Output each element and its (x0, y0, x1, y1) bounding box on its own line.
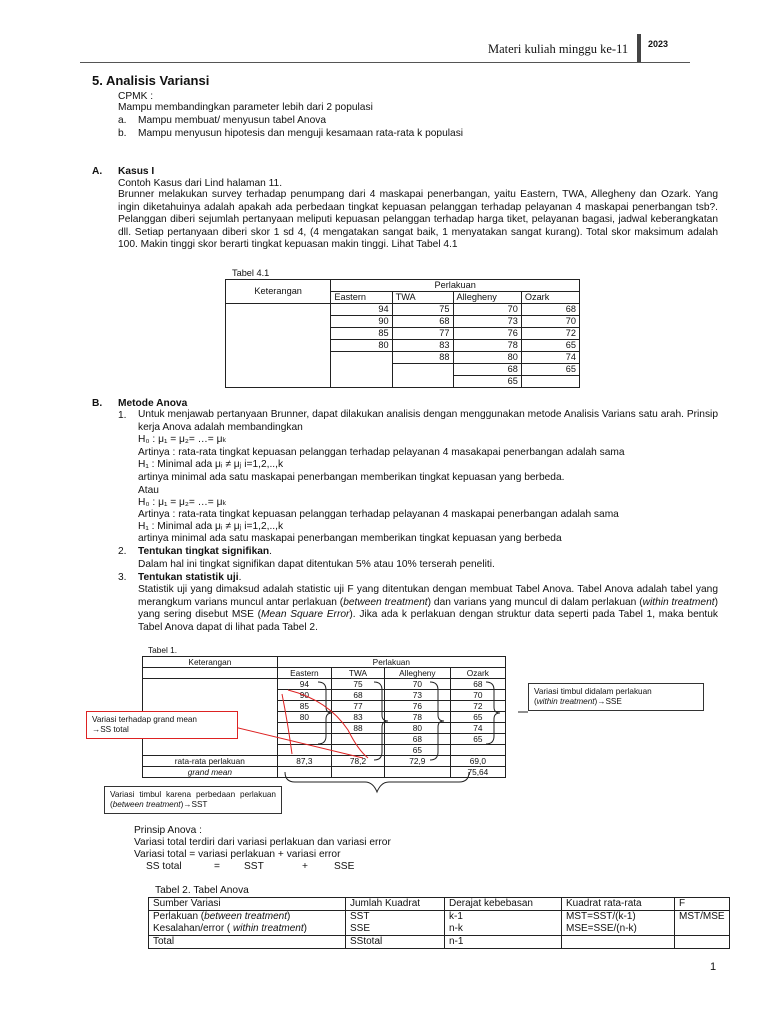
table-cell: 65 (450, 734, 505, 745)
table-cell: 90 (331, 316, 392, 328)
table-cell: 80 (384, 723, 450, 734)
table2-caption: Tabel 2. Tabel Anova (155, 885, 249, 896)
red-line-2 (230, 726, 363, 758)
table1-mean-label: rata-rata perlakuan (143, 756, 278, 767)
table-row (149, 923, 730, 936)
prinsip-plus: + (302, 861, 308, 872)
table-cell: 69,0 (450, 756, 505, 767)
prinsip-sse: SSE (334, 861, 355, 872)
red-line-1 (282, 694, 292, 754)
table-2-anova (148, 897, 730, 949)
table-cell: 70 (384, 679, 450, 690)
table-cell: 70 (521, 316, 579, 328)
table-cell: MST/MSE (675, 911, 730, 924)
table-cell: 87,3 (277, 756, 331, 767)
table-cell: 68 (332, 690, 385, 701)
table-cell: 76 (453, 328, 521, 340)
table1-grand-label: grand mean (143, 767, 278, 778)
header-title: Materi kuliah minggu ke-11 (488, 42, 629, 56)
h1-b-text: artinya minimal ada satu maskapai penerbangan memberikan tingkat kepuasan yang berbeda (138, 533, 562, 544)
table41-col: TWA (392, 292, 453, 304)
section-title: 5. Analisis Variansi (92, 73, 210, 88)
table41-col: Ozark (521, 292, 579, 304)
step1-num: 1. (118, 410, 127, 421)
table2-header: Kuadrat rata-rata (562, 898, 675, 911)
table1-col: Eastern (277, 668, 331, 679)
table-cell: 70 (450, 690, 505, 701)
table-cell: MSE=SSE/(n-k) (562, 923, 675, 936)
cpmk-text: Mampu membandingkan parameter lebih dari 2 populasi (118, 102, 373, 113)
table-cell: 72 (521, 328, 579, 340)
step2-title: Tentukan tingkat signifikan (138, 546, 270, 557)
artinya-b: Artinya : rata-rata tingkat kepuasan pelanggan terhadap pelayanan 4 maskapai penerbangan adalah sama (138, 509, 619, 520)
table1-col: Allegheny (384, 668, 450, 679)
table2-source-within: Kesalahan/error ( within treatment) (149, 923, 346, 936)
table-cell (675, 923, 730, 936)
h0-a: H₀ : μ₁ = μ₂= …= μₖ (138, 434, 227, 445)
table-cell: SST (346, 911, 445, 924)
page-number: 1 (710, 961, 717, 973)
prinsip-sst: SST (244, 861, 264, 872)
table1-keterangan: Keterangan (143, 657, 278, 668)
brace-allegheny-right (430, 682, 444, 760)
metode-marker: B. (92, 398, 103, 409)
table-cell: n-1 (445, 936, 562, 949)
table-cell: 75 (332, 679, 385, 690)
table-cell: 94 (277, 679, 331, 690)
cpmk-item-text: Mampu membuat/ menyusun tabel Anova (138, 115, 327, 126)
cpmk-item-text: Mampu menyusun hipotesis dan menguji kesamaan rata-rata k populasi (138, 128, 464, 139)
table-cell: 77 (332, 701, 385, 712)
table-cell: 73 (384, 690, 450, 701)
table-cell: 80 (453, 352, 521, 364)
table-row (149, 936, 730, 949)
table41-keterangan: Keterangan (226, 280, 331, 304)
table-cell: 78 (384, 712, 450, 723)
table-cell: SSE (346, 923, 445, 936)
table-cell: SStotal (346, 936, 445, 949)
table-cell: 68 (392, 316, 453, 328)
table-cell: 65 (521, 364, 579, 376)
brace-bottom (285, 772, 469, 792)
table1-col: TWA (332, 668, 385, 679)
table41-col: Eastern (331, 292, 392, 304)
step1-text: Untuk menjawab pertanyaan Brunner, dapat dilakukan analisis dengan menggunakan metode Analisis Varians satu arah. Prinsip kerja Anova adalah membandingkan (138, 409, 718, 433)
table-cell: MST=SST/(k-1) (562, 911, 675, 924)
table-cell: 85 (277, 701, 331, 712)
prinsip-line2: Variasi total = variasi perlakuan + variasi error (134, 849, 341, 860)
table-cell: 72 (450, 701, 505, 712)
table-cell: 65 (453, 376, 521, 388)
table2-header: F (675, 898, 730, 911)
note-between: Variasi timbul karena perbedaan perlakuan (between treatment)→SST (104, 786, 282, 814)
step2-num: 2. (118, 546, 127, 557)
table-cell: 68 (384, 734, 450, 745)
table2-total-label: Total (149, 936, 346, 949)
table1-caption: Tabel 1. (148, 645, 178, 655)
table-cell: 68 (521, 304, 579, 316)
step3-text: Statistik uji yang dimaksud adalah statistic uji F yang ditentukan dengan membuat Tabel Anova. Tabel Anova adalah tabel yang merangkum varians muncul antar perlakuan (between treatment) dan varians yang muncul di dalam perlakuan (within treatment) yang sering disebut MSE (Mean Square Error). Jika ada k perlakuan dengan struktur data seperti pada Tabel 1, maka bentuk Tabel Anova dapat di lihat pada Tabel 2. (138, 584, 718, 633)
step3-title-line: Tentukan statistik uji. (138, 572, 242, 583)
brace-ozark (486, 682, 500, 744)
table-cell: 72,9 (384, 756, 450, 767)
table-cell: 68 (453, 364, 521, 376)
kasus-marker: A. (92, 166, 103, 177)
table41-col: Allegheny (453, 292, 521, 304)
atau: Atau (138, 485, 159, 496)
note-within: Variasi timbul didalam perlakuan (within treatment)→SSE (528, 683, 704, 711)
table2-source-between: Perlakuan (between treatment) (149, 911, 346, 924)
table-row (149, 911, 730, 924)
table1-col: Ozark (450, 668, 505, 679)
red-line-3 (288, 690, 368, 758)
table-cell: 88 (392, 352, 453, 364)
table-cell: 65 (450, 712, 505, 723)
artinya-a: Artinya : rata-rata tingkat kepuasan pelanggan terhadap pelayanan 4 masakapai penerbangan adalah sama (138, 447, 625, 458)
table-cell: 74 (450, 723, 505, 734)
table-cell: 70 (453, 304, 521, 316)
table41-perlakuan: Perlakuan (331, 280, 580, 292)
table-cell: 75 (392, 304, 453, 316)
table-cell: 83 (392, 340, 453, 352)
table-cell: 83 (332, 712, 385, 723)
table-cell: 76 (384, 701, 450, 712)
step2-title-line: Tentukan tingkat signifikan. (138, 546, 272, 557)
brace-allegheny (374, 682, 388, 760)
table-cell: 80 (331, 340, 392, 352)
cpmk-item-marker: a. (118, 115, 127, 126)
prinsip-title: Prinsip Anova : (134, 825, 202, 836)
header-year: 2023 (648, 39, 669, 49)
table-cell: 94 (331, 304, 392, 316)
brace-group (285, 682, 528, 792)
table-cell: 80 (277, 712, 331, 723)
table-cell: 90 (277, 690, 331, 701)
table-cell: 73 (453, 316, 521, 328)
prinsip-ss-total: SS total (146, 861, 182, 872)
kasus-line1: Contoh Kasus dari Lind halaman 11. (118, 178, 283, 189)
prinsip-line1: Variasi total terdiri dari variasi perlakuan dan variasi error (134, 837, 391, 848)
table2-header: Sumber Variasi (149, 898, 346, 911)
table-cell: k-1 (445, 911, 562, 924)
table2-header: Derajat kebebasan (445, 898, 562, 911)
kasus-title: Kasus I (118, 166, 155, 177)
brace-twa (318, 682, 332, 744)
table-cell: 65 (384, 745, 450, 756)
table-cell: 77 (392, 328, 453, 340)
table-cell (562, 936, 675, 949)
cpmk-item-marker: b. (118, 128, 127, 139)
h0-b: H₀ : μ₁ = μ₂= …= μₖ (138, 497, 227, 508)
table-cell: n-k (445, 923, 562, 936)
h1-b: H₁ : Minimal ada μᵢ ≠ μⱼ i=1,2,..,k (138, 521, 284, 532)
table41-caption: Tabel 4.1 (232, 268, 270, 278)
metode-title: Metode Anova (118, 398, 188, 409)
table-cell: 78 (453, 340, 521, 352)
cpmk-label: CPMK : (118, 91, 154, 102)
table-cell: 68 (450, 679, 505, 690)
table-cell (675, 936, 730, 949)
h1-a: H₁ : Minimal ada μᵢ ≠ μⱼ i=1,2,..,k (138, 459, 284, 470)
table-cell: 85 (331, 328, 392, 340)
step2-text: Dalam hal ini tingkat signifikan dapat ditentukan 5% atau 10% terserah peneliti. (138, 559, 495, 570)
h1-a-text: artinya minimal ada satu maskapai penerbangan memberikan tingkat kepuasan yang berbeda. (138, 472, 565, 483)
table2-header: Jumlah Kuadrat (346, 898, 445, 911)
step3-num: 3. (118, 572, 127, 583)
table-cell: 65 (521, 340, 579, 352)
table-cell: 78,2 (332, 756, 385, 767)
note-sstotal: Variasi terhadap grand mean →SS total (86, 711, 238, 739)
red-lines (230, 690, 368, 758)
table-cell: 74 (521, 352, 579, 364)
table-cell: 88 (332, 723, 385, 734)
table1-perlakuan: Perlakuan (277, 657, 505, 668)
step3-title: Tentukan statistik uji (138, 572, 239, 583)
table1-grand-value: 75,64 (450, 767, 505, 778)
prinsip-eq: = (214, 861, 220, 872)
kasus-paragraph: Brunner melakukan survey terhadap penumpang dari 4 maskapai penerbangan, yaitu Eastern, TWA, Allegheny dan Ozark. Yang ingin diketahuinya adalah apakah ada perbedaan tingkat kepuasan pelanggan terhadap pelayanan 4 maskapai penerbangan tsb?. Pelanggan diberi sejumlah pertanyaan meliputi kepuasan pelanggan terhadap harga tiket, pelayanan bagasi, jadwal keberangkatan dll. Setiap pertanyaan diberi skor 1 sd 4, (4 mengatakan sangat baik, 1 menyatakan sangat kurang). Total skor maksimum adalah 100. Makin tinggi skor berarti tingkat kepuasan makin tinggi. Lihat Tabel 4.1 (118, 189, 718, 250)
